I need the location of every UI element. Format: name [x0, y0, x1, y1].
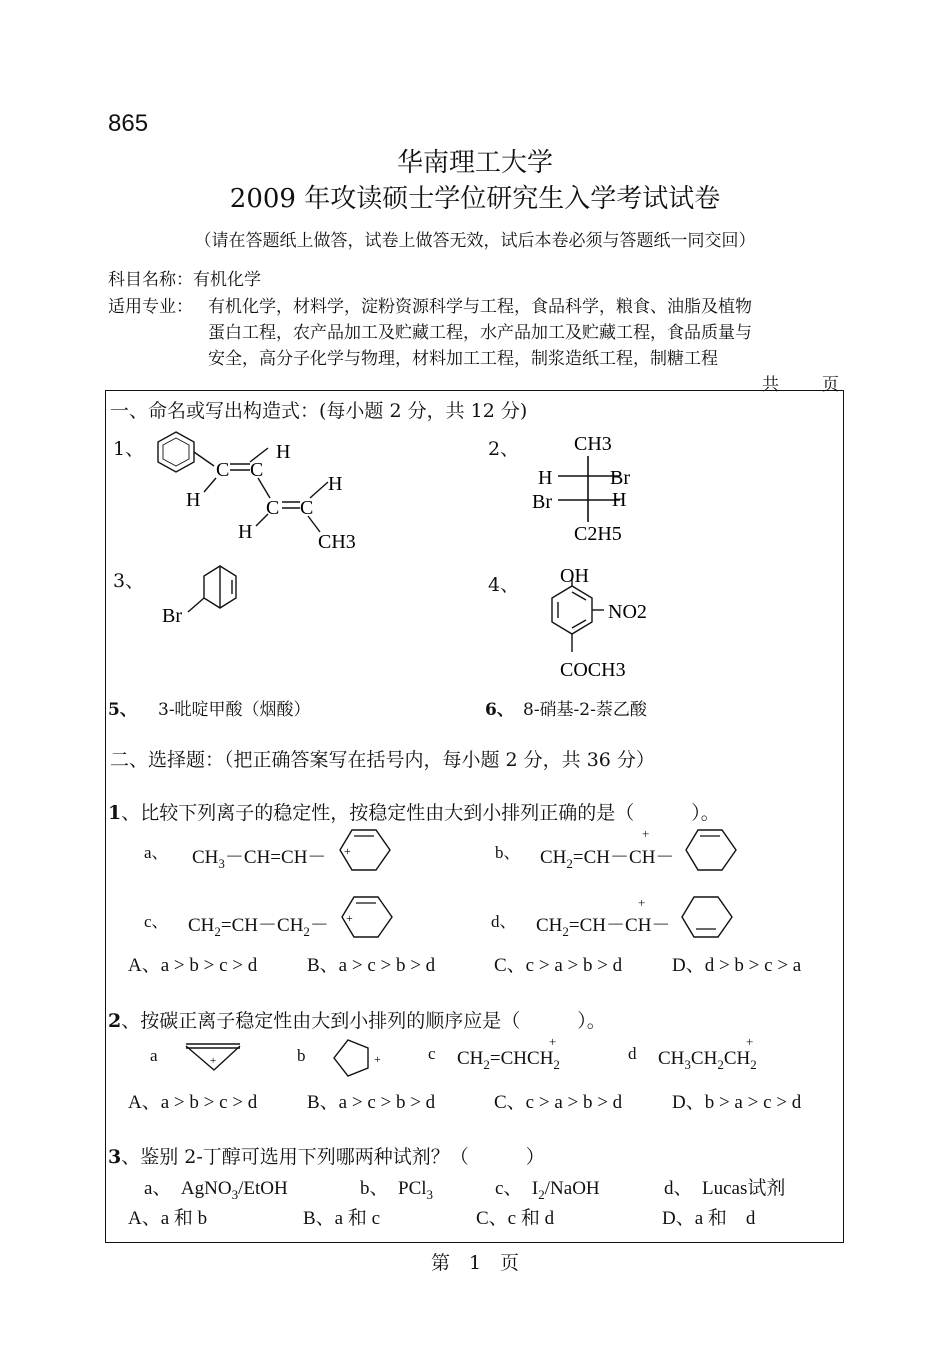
s1-q3-number: 3、	[113, 570, 145, 592]
s2-q3-number: 3	[108, 1146, 122, 1168]
s2-ch3: CH3	[574, 433, 612, 455]
s2-q2-option-b: B、a > c > b > d	[307, 1092, 436, 1113]
s2-q1-c-ring	[340, 893, 400, 943]
plus-icon: +	[549, 1034, 557, 1049]
s1-ch3: CH3	[318, 531, 356, 553]
s2-q3-option-c: C、c 和 d	[476, 1208, 555, 1229]
s1-c4: C	[300, 497, 314, 519]
s2-q2-d-label: d	[628, 1044, 637, 1063]
s2-q1-c-label: c、	[144, 912, 169, 931]
s2-q2-line	[108, 1006, 606, 1033]
s1-q5-text: 3-吡啶甲酸（烟酸）	[158, 700, 311, 720]
pages-total-b: 页	[822, 375, 839, 395]
s2-h-left: H	[538, 467, 553, 489]
exam-notice: （请在答题纸上做答，试卷上做答无效，试后本卷必须与答题纸一同交回）	[194, 231, 756, 251]
s1-h1: H	[276, 441, 291, 463]
s1-h4: H	[238, 521, 253, 543]
s1-q4-number: 4、	[488, 574, 520, 596]
s2-q1-a-formula: $CH_3-CH=CH-$	[192, 847, 327, 871]
s2-q3-reagent-b: b、 PCl$_3$	[360, 1178, 434, 1202]
s3-br: Br	[162, 605, 182, 627]
s2-c2h5: C2H5	[574, 523, 622, 545]
s2-q3-reagent-a: a、 AgNO$_3$/EtOH	[144, 1178, 288, 1202]
s2-q1-b-ring	[684, 826, 744, 876]
plus-icon: +	[210, 1055, 217, 1067]
s2-q2-b-cyclopentyl	[328, 1038, 392, 1078]
s2-q2-b-label: b	[297, 1046, 306, 1065]
structure-1-svg	[150, 428, 370, 558]
s1-q2-number: 2、	[488, 438, 520, 460]
exam-code: 865	[108, 110, 149, 137]
s2-q1-option-c: C、c > a > b > d	[494, 955, 623, 976]
section-1-title: 一、命名或写出构造式：(每小题 2 分，共 12 分)	[110, 400, 528, 422]
s2-q3-text: 、鉴别 2-丁醇可选用下列哪两种试剂？（ ）	[121, 1146, 545, 1168]
s2-br-left: Br	[532, 491, 552, 513]
s4-no2: NO2	[608, 601, 647, 623]
s2-q1-text: 、比较下列离子的稳定性，按稳定性由大到小排列正确的是（ ）。	[121, 802, 720, 824]
s2-q2-c-formula: $CH_2=CHCH_2$	[457, 1048, 560, 1072]
s4-oh: OH	[560, 565, 589, 587]
plus-icon: +	[374, 1052, 381, 1066]
structure-2-bonds	[558, 456, 620, 522]
plus-icon: +	[638, 895, 646, 910]
s2-q3-option-b: B、a 和 c	[303, 1208, 381, 1229]
plus-icon: +	[346, 911, 353, 925]
s1-q1-number: 1、	[113, 438, 145, 460]
s2-q3-reagent-c: c、 $I_2$/NaOH	[495, 1178, 600, 1202]
s1-q6-number: 6、	[485, 700, 514, 720]
s2-q2-option-d: D、b > a > c > d	[672, 1092, 802, 1113]
s2-q1-option-b: B、a > c > b > d	[307, 955, 436, 976]
plus-icon: +	[746, 1034, 754, 1049]
s2-q1-c-formula: $CH_2=CH-CH_2-$	[188, 915, 329, 939]
s2-q1-b-label: b、	[495, 843, 521, 862]
structure-4-svg	[548, 560, 678, 690]
s2-h-right: H	[612, 489, 627, 511]
s4-coch3: COCH3	[560, 659, 626, 681]
exam-title: 2009 年攻读硕士学位研究生入学考试试卷	[229, 184, 721, 214]
s2-q2-option-a: A、a > b > c > d	[128, 1092, 258, 1113]
s1-c2: C	[250, 459, 264, 481]
majors-line-3: 安全，高分子化学与物理，材料加工工程，制浆造纸工程，制糖工程	[208, 349, 718, 369]
s1-c1: C	[216, 459, 230, 481]
majors-line-1: 有机化学，材料学，淀粉资源科学与工程，食品科学，粮食、油脂及植物	[208, 297, 752, 317]
s2-q3-line	[108, 1142, 545, 1169]
university-name: 华南理工大学	[396, 148, 553, 178]
majors-line-2: 蛋白工程，农产品加工及贮藏工程，水产品加工及贮藏工程，食品质量与	[208, 323, 752, 343]
subject-line	[108, 265, 261, 290]
majors-label: 适用专业：	[108, 297, 193, 317]
section-2-title: 二、选择题：（把正确答案写在括号内，每小题 2 分，共 36 分）	[110, 749, 655, 771]
s2-q1-b-formula: $CH_2=CH-CH-$	[540, 847, 675, 871]
s1-c3: C	[266, 497, 280, 519]
pages-total-a: 共	[762, 375, 779, 395]
s2-q2-c-label: c	[428, 1044, 436, 1063]
s2-q1-d-label: d、	[491, 912, 517, 931]
structure-4-bonds	[552, 578, 604, 652]
subject-label: 科目名称：	[108, 270, 193, 290]
plus-icon: +	[642, 826, 650, 841]
s2-q2-a-label: a	[150, 1046, 158, 1065]
subject-value: 有机化学	[193, 270, 261, 290]
s2-br-right: Br	[610, 467, 630, 489]
s2-q2-option-c: C、c > a > b > d	[494, 1092, 623, 1113]
s1-h3: H	[328, 473, 343, 495]
s2-q2-number: 2	[108, 1010, 122, 1032]
structure-3-bonds	[188, 566, 236, 612]
structure-3-svg	[158, 560, 258, 630]
s2-q1-option-a: A、a > b > c > d	[128, 955, 258, 976]
s2-q3-option-a: A、a 和 b	[128, 1208, 208, 1229]
s2-q3-reagent-d: d、 Lucas试剂	[664, 1178, 786, 1199]
s2-q3-option-d: D、a 和 d	[662, 1208, 756, 1229]
structure-2-svg	[530, 428, 670, 550]
s2-q1-a-ring	[338, 826, 398, 876]
s2-q2-text: 、按碳正离子稳定性由大到小排列的顺序应是（ ）。	[121, 1010, 606, 1032]
s2-q1-d-formula: $CH_2=CH-CH-$	[536, 915, 671, 939]
s2-q1-option-d: D、d > b > c > a	[672, 955, 802, 976]
page-number: 第 1 页	[430, 1252, 520, 1274]
s2-q2-d-formula: $CH_3CH_2CH_2$	[658, 1048, 757, 1072]
s1-q6-text: 8-硝基-2-萘乙酸	[523, 700, 647, 720]
s2-q1-a-label: a、	[144, 843, 169, 862]
s2-q1-d-ring	[680, 893, 740, 943]
s2-q1-line	[108, 798, 720, 825]
s1-q5-number: 5、	[108, 700, 137, 720]
s2-q1-number: 1	[108, 802, 122, 824]
s2-q2-a-cyclopropenyl	[184, 1040, 244, 1076]
s1-h2: H	[186, 489, 201, 511]
plus-icon: +	[344, 844, 351, 858]
